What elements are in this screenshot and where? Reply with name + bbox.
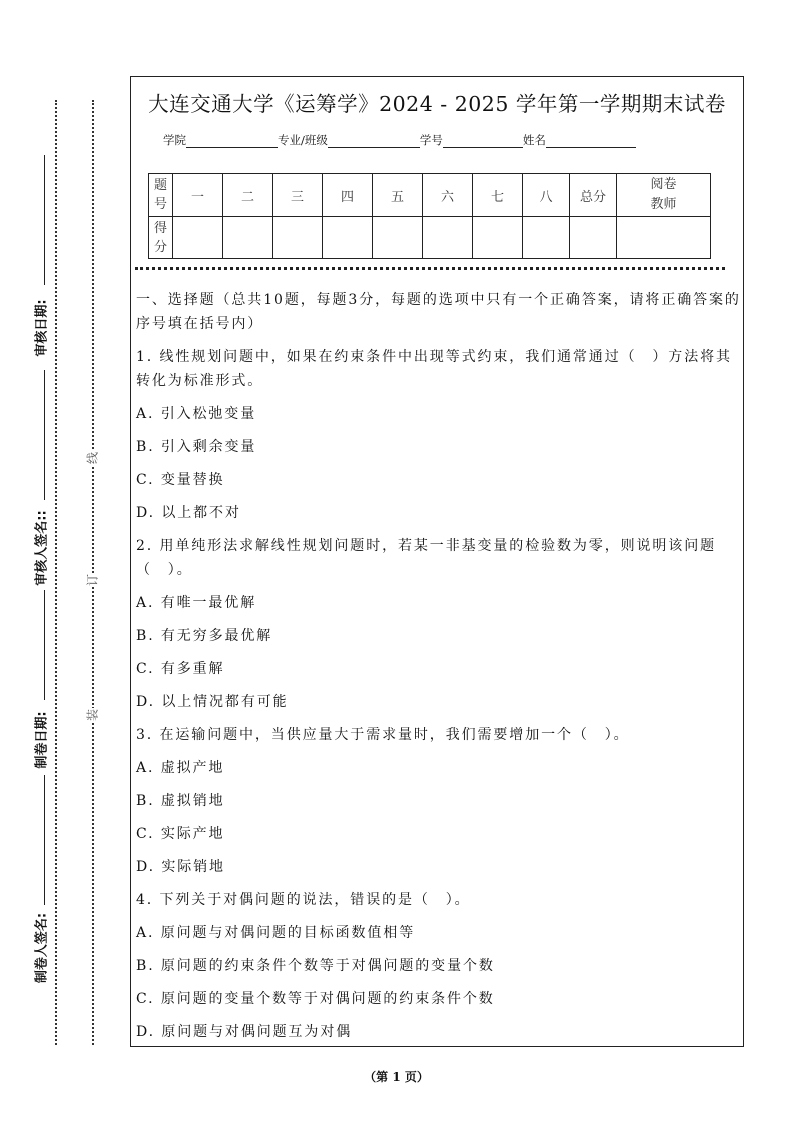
- answer-option: A. 有唯一最优解: [136, 595, 257, 611]
- col-header: 阅卷教师: [617, 174, 711, 217]
- reviewer-signature-label: 审核人签名::: [34, 510, 50, 586]
- answer-option: D. 实际销地: [136, 859, 225, 875]
- answer-option: B. 引入剩余变量: [136, 439, 257, 455]
- answer-option: D. 以上都不对: [136, 505, 241, 521]
- answer-option: B. 原问题的约束条件个数等于对偶问题的变量个数: [136, 958, 495, 974]
- binding-mark-order: 订: [85, 573, 100, 587]
- col-header: 八: [523, 174, 570, 217]
- col-header: 六: [423, 174, 473, 217]
- answer-option: D. 原问题与对偶问题互为对偶: [136, 1024, 353, 1040]
- signature-line: [44, 775, 45, 905]
- score-cell[interactable]: [473, 217, 523, 259]
- answer-option: C. 实际产地: [136, 826, 225, 842]
- college-blank[interactable]: [186, 135, 278, 148]
- page-number: （第 1 页）: [364, 1070, 429, 1084]
- dotted-separator: [135, 267, 725, 270]
- major-class-blank[interactable]: [328, 135, 420, 148]
- paper-maker-signature-label: 制卷人签名:: [34, 912, 50, 984]
- name-blank[interactable]: [546, 135, 636, 148]
- score-cell[interactable]: [173, 217, 223, 259]
- signature-line: [44, 590, 45, 700]
- name-label: 姓名: [522, 133, 546, 147]
- signature-line: [44, 370, 45, 500]
- college-label: 学院: [163, 133, 186, 147]
- answer-option: C. 原问题的变量个数等于对偶问题的约束条件个数: [136, 991, 495, 1007]
- student-info-fields: [163, 132, 636, 148]
- score-cell[interactable]: [423, 217, 473, 259]
- signature-line: [44, 155, 45, 285]
- answer-option: C. 有多重解: [136, 661, 225, 677]
- paper-date-label: 制卷日期:: [34, 711, 50, 769]
- col-header: 四: [323, 174, 373, 217]
- score-cell[interactable]: [373, 217, 423, 259]
- question-stem: 1. 线性规划问题中，如果在约束条件中出现等式约束，我们通常通过（ ）方法将其转化为标准形式。: [136, 349, 732, 389]
- exam-frame: [130, 76, 744, 1047]
- question-stem: 3. 在运输问题中，当供应量大于需求量时，我们需要增加一个（ ）。: [136, 727, 630, 743]
- answer-option: A. 引入松弛变量: [136, 406, 257, 422]
- review-date-label: 审核日期:: [34, 299, 50, 357]
- col-header: 二: [223, 174, 273, 217]
- score-cell[interactable]: [523, 217, 570, 259]
- question-stem: 2. 用单纯形法求解线性规划问题时，若某一非基变量的检验数为零，则说明该问题（ ）。: [136, 538, 717, 578]
- col-header: 七: [473, 174, 523, 217]
- section-heading: 一、选择题（总共10题，每题3分，每题的选项中只有一个正确答案，请将正确答案的序号填在括号内）: [136, 292, 741, 332]
- question-section: [136, 288, 741, 1053]
- student-id-blank[interactable]: [443, 135, 523, 148]
- score-row-header: 得分: [149, 217, 173, 259]
- col-header: 一: [173, 174, 223, 217]
- binding-dotted-line-outer: [55, 100, 57, 1045]
- score-cell[interactable]: [617, 217, 711, 259]
- student-id-label: 学号: [419, 133, 443, 147]
- answer-option: D. 以上情况都有可能: [136, 694, 289, 710]
- page-title: 大连交通大学《运筹学》2024 - 2025 学年第一学期期末试卷: [148, 92, 726, 116]
- answer-option: B. 虚拟销地: [136, 793, 225, 809]
- question-stem: 4. 下列关于对偶问题的说法，错误的是（ ）。: [136, 892, 471, 908]
- col-header: 五: [373, 174, 423, 217]
- score-table: [148, 173, 711, 259]
- binding-mark-line: 线: [85, 451, 100, 465]
- col-header: 总分: [570, 174, 617, 217]
- answer-option: B. 有无穷多最优解: [136, 628, 273, 644]
- score-cell[interactable]: [323, 217, 373, 259]
- major-class-label: 专业/班级: [278, 133, 328, 147]
- binding-mark-bind: 装: [85, 708, 100, 722]
- col-header: 三: [273, 174, 323, 217]
- answer-option: A. 虚拟产地: [136, 760, 225, 776]
- answer-option: A. 原问题与对偶问题的目标函数值相等: [136, 925, 416, 941]
- score-cell[interactable]: [223, 217, 273, 259]
- question-number-header: 题号: [149, 174, 173, 217]
- score-cell[interactable]: [273, 217, 323, 259]
- score-cell[interactable]: [570, 217, 617, 259]
- answer-option: C. 变量替换: [136, 472, 225, 488]
